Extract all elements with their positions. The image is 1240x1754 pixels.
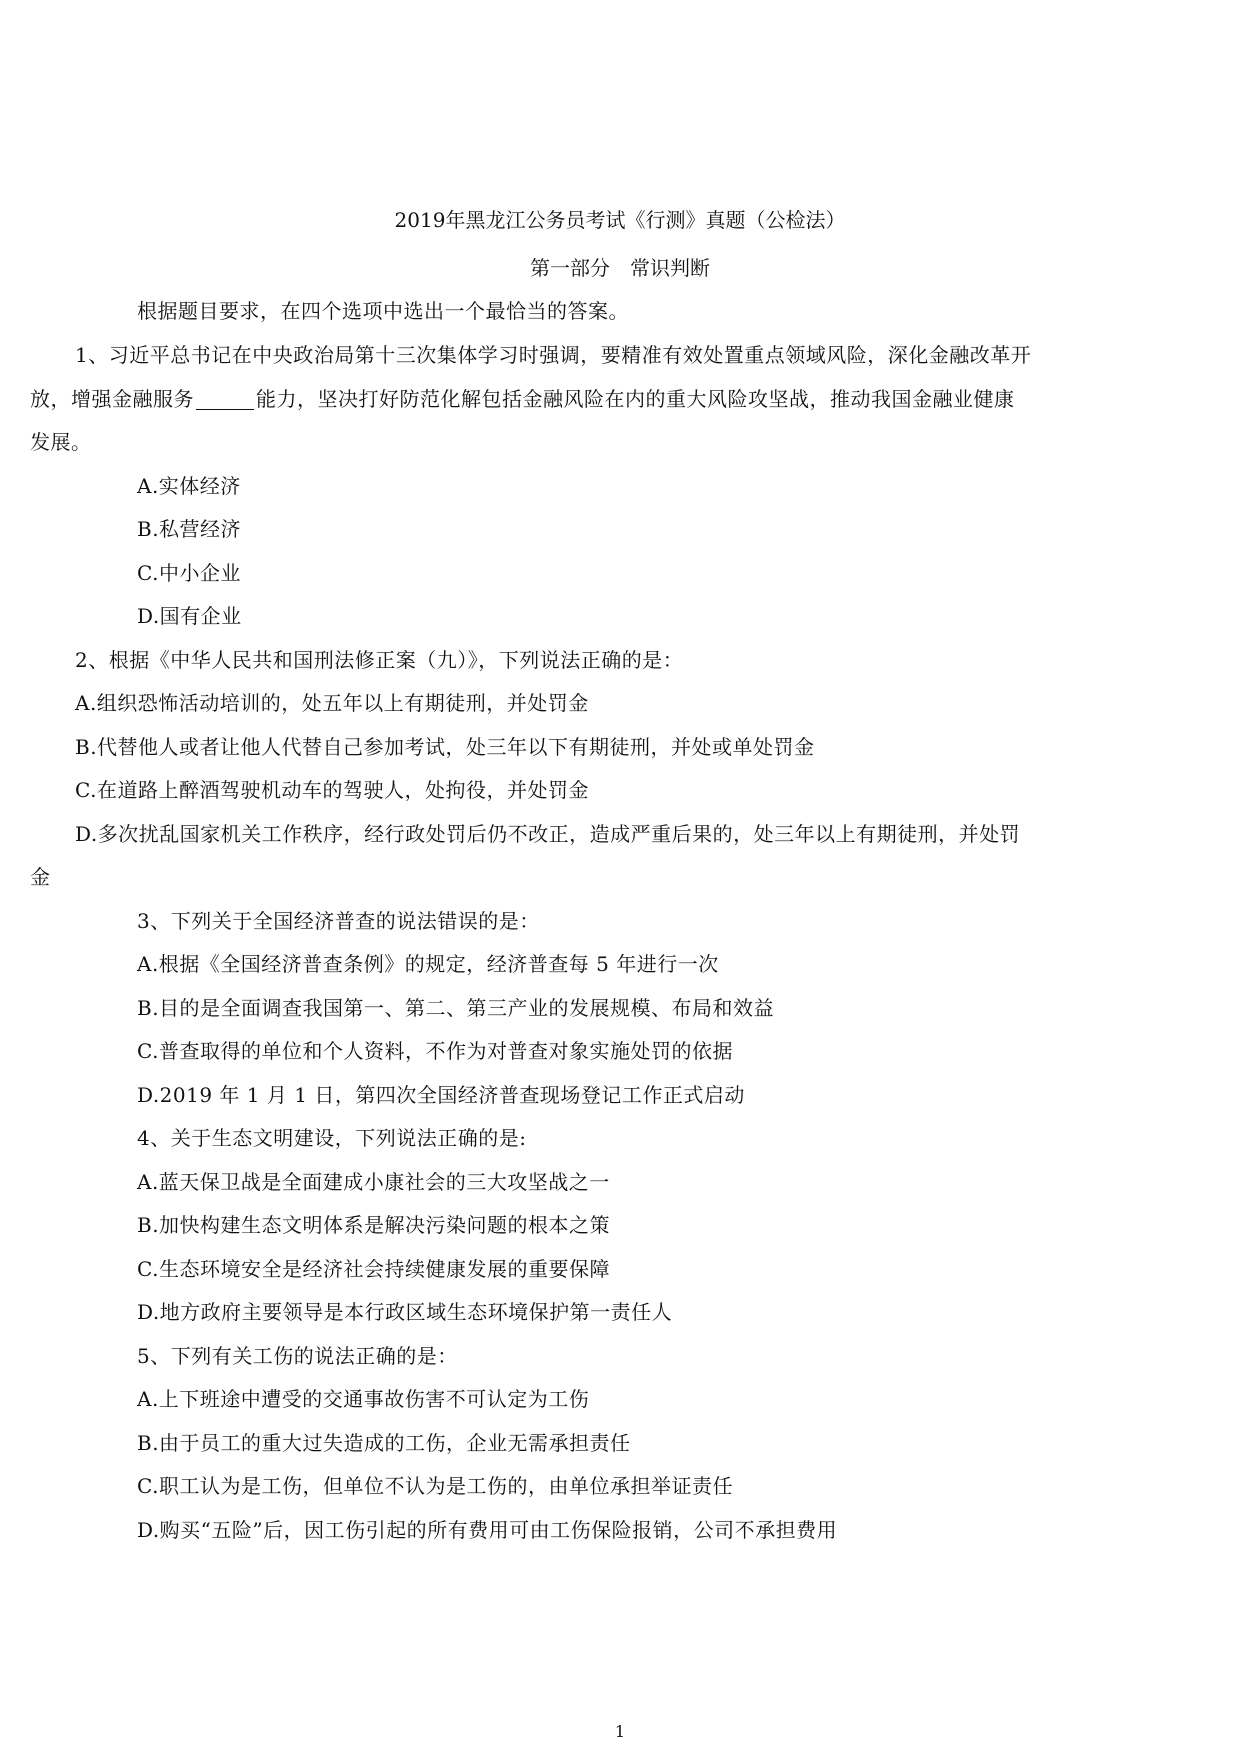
q1-option-d: D.国有企业 bbox=[137, 604, 242, 628]
q2-option-d-line2: 金 bbox=[30, 865, 51, 889]
q2-option-d-line1: D.多次扰乱国家机关工作秩序，经行政处罚后仍不改正，造成严重后果的，处三年以上有期徒刑，并处罚 bbox=[75, 822, 1021, 846]
q1-option-c: C.中小企业 bbox=[137, 561, 241, 585]
q1-stem-line1: 1、习近平总书记在中央政治局第十三次集体学习时强调，要精准有效处置重点领域风险，深化金融改革开 bbox=[75, 343, 1032, 367]
q3-option-d: D.2019 年 1 月 1 日，第四次全国经济普查现场登记工作正式启动 bbox=[137, 1083, 745, 1107]
q1-stem-line2 bbox=[30, 386, 1015, 412]
q2-stem: 2、根据《中华人民共和国刑法修正案（九）》，下列说法正确的是： bbox=[75, 648, 684, 672]
fill-in-blank bbox=[196, 391, 254, 410]
q5-option-b: B.由于员工的重大过失造成的工伤，企业无需承担责任 bbox=[137, 1431, 631, 1455]
q1-option-b: B.私营经济 bbox=[137, 517, 242, 541]
q3-option-a: A.根据《全国经济普查条例》的规定，经济普查每 5 年进行一次 bbox=[137, 952, 719, 976]
q1-stem-line2-start: 放，增强金融服务 bbox=[30, 387, 194, 411]
q4-option-d: D.地方政府主要领导是本行政区域生态环境保护第一责任人 bbox=[137, 1300, 673, 1324]
q1-stem-line2-end: 能力，坚决打好防范化解包括金融风险在内的重大风险攻坚战，推动我国金融业健康 bbox=[256, 387, 1015, 411]
q5-option-a: A.上下班途中遭受的交通事故伤害不可认定为工伤 bbox=[137, 1387, 590, 1411]
q2-option-a: A.组织恐怖活动培训的，处五年以上有期徒刑，并处罚金 bbox=[75, 691, 589, 715]
q3-option-b: B.目的是全面调查我国第一、第二、第三产业的发展规模、布局和效益 bbox=[137, 996, 775, 1020]
q4-option-b: B.加快构建生态文明体系是解决污染问题的根本之策 bbox=[137, 1213, 611, 1237]
q5-option-d: D.购买“五险”后，因工伤引起的所有费用可由工伤保险报销，公司不承担费用 bbox=[137, 1518, 838, 1542]
q1-stem-line3: 发展。 bbox=[30, 430, 92, 454]
q3-option-c: C.普查取得的单位和个人资料，不作为对普查对象实施处罚的依据 bbox=[137, 1039, 733, 1063]
section-heading: 第一部分 常识判断 bbox=[530, 256, 710, 280]
q4-option-a: A.蓝天保卫战是全面建成小康社会的三大攻坚战之一 bbox=[137, 1170, 610, 1194]
q1-option-a: A.实体经济 bbox=[137, 474, 241, 498]
page-number: 1 bbox=[614, 1722, 626, 1741]
q5-stem: 5、下列有关工伤的说法正确的是： bbox=[137, 1344, 458, 1368]
q4-option-c: C.生态环境安全是经济社会持续健康发展的重要保障 bbox=[137, 1257, 610, 1281]
q3-stem: 3、下列关于全国经济普查的说法错误的是： bbox=[137, 909, 540, 933]
document-title: 2019年黑龙江公务员考试《行测》真题（公检法） bbox=[394, 208, 846, 232]
q4-stem: 4、关于生态文明建设，下列说法正确的是: bbox=[137, 1126, 527, 1150]
q5-option-c: C.职工认为是工伤，但单位不认为是工伤的，由单位承担举证责任 bbox=[137, 1474, 733, 1498]
instruction-text: 根据题目要求，在四个选项中选出一个最恰当的答案。 bbox=[137, 299, 629, 323]
q2-option-b: B.代替他人或者让他人代替自己参加考试，处三年以下有期徒刑，并处或单处罚金 bbox=[75, 735, 815, 759]
q2-option-c: C.在道路上醉酒驾驶机动车的驾驶人，处拘役，并处罚金 bbox=[75, 778, 589, 802]
